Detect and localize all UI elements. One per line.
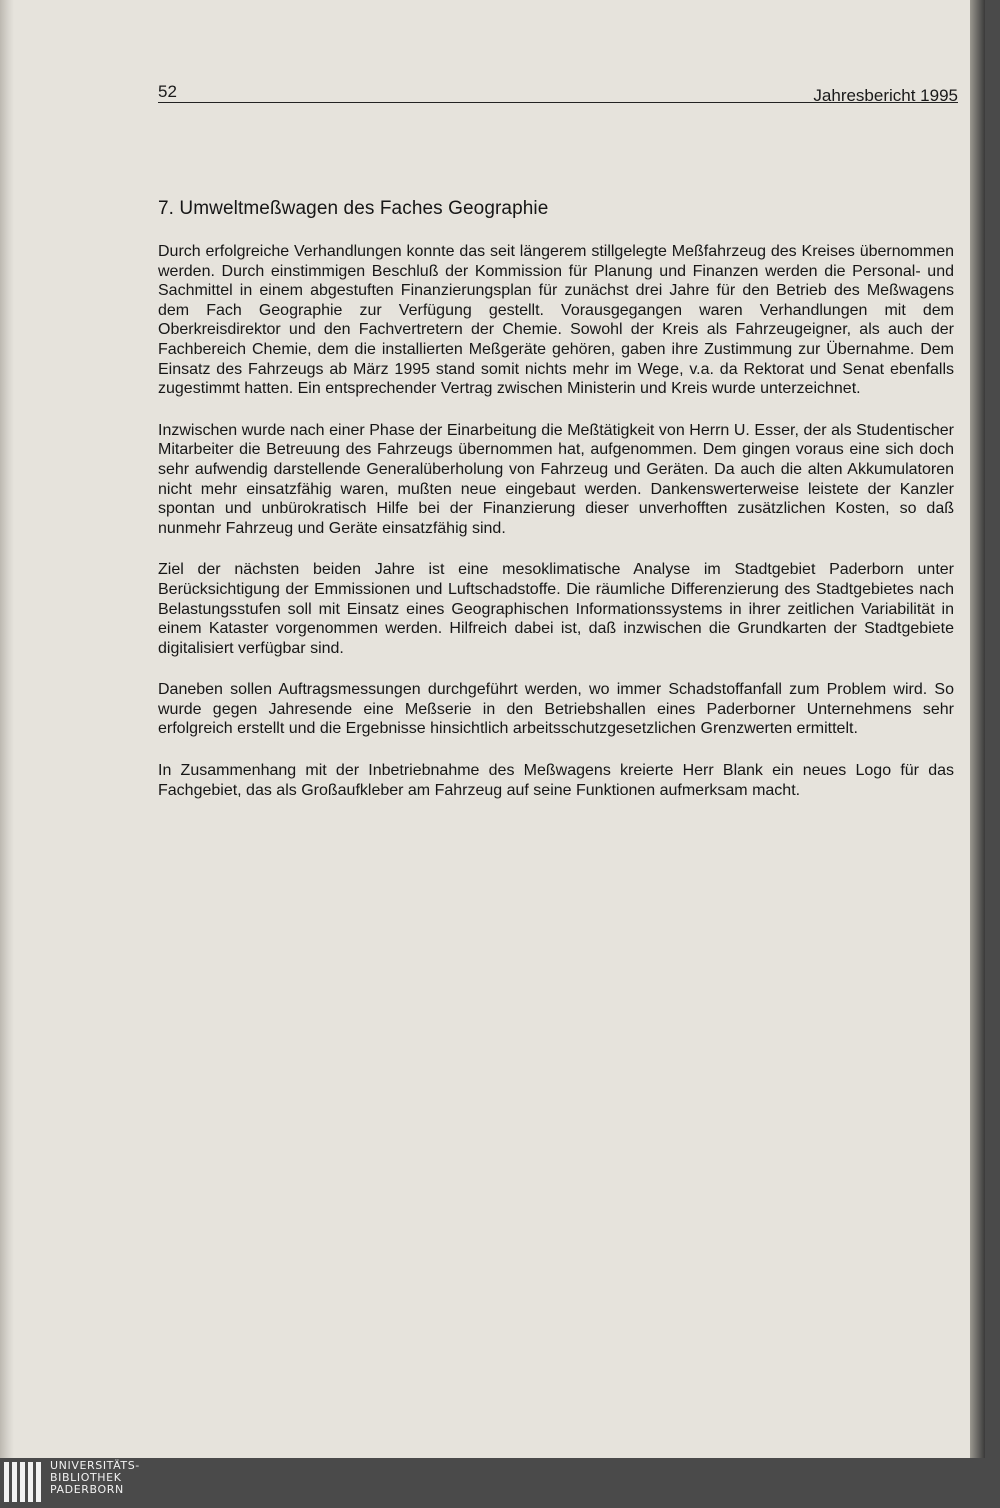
page-number: 52 — [158, 82, 177, 101]
section-heading: 7. Umweltmeßwagen des Faches Geographie — [158, 198, 549, 219]
library-logo-icon — [4, 1462, 44, 1507]
section-content — [158, 198, 954, 822]
paragraph-4: Daneben sollen Auftragsmessungen durchgeführt werden, wo immer Schadstoffanfall zum Problem wird. So wurde gegen Jahresende eine Meßserie in den Betriebshallen eines Paderborner Unternehmens sehr erfolgreich erstellt und die Ergebnisse hinsichtlich arbeitsschutzgesetzlichen Grenzwerten ermittelt. — [158, 681, 954, 738]
library-name-line-1: UNIVERSITÄTS- — [50, 1459, 140, 1472]
paragraph-1: Durch erfolgreiche Verhandlungen konnte das seit längerem stillgelegte Meßfahrzeug des Kreises übernommen werden. Durch einstimmigen Beschluß der Kommission für Planung und Finanzen werden die Personal- und Sachmittel in einem abgestuften Finanzierungsplan für zunächst drei Jahre für den Betrieb des Meßwagens dem Fach Geographie zur Verfügung gestellt. Vorausgegangen waren Verhandlungen mit dem Oberkreisdirektor und den Fachvertretern der Chemie. Sowohl der Kreis als Fahrzeugeigner, als auch der Fachbereich Chemie, dem die installierten Meßgeräte gehören, gaben ihre Zustimmung zur Übernahme. Dem Einsatz des Fahrzeugs ab März 1995 stand somit nichts mehr im Wege, v.a. da Rektorat und Senat ebenfalls zugestimmt hatten. Ein entsprechender Vertrag zwischen Ministerin und Kreis wurde unterzeichnet. — [158, 243, 954, 398]
library-name-line-3: PADERBORN — [50, 1483, 124, 1496]
paragraph-5: In Zusammenhang mit der Inbetriebnahme des Meßwagens kreierte Herr Blank ein neues Logo für das Fachgebiet, das als Großaufkleber am Fahrzeug auf seine Funktionen aufmerksam macht. — [158, 762, 954, 799]
paragraph-3: Ziel der nächsten beiden Jahre ist eine mesoklimatische Analyse im Stadtgebiet Paderborn unter Berücksichtigung der Emmissionen und Luftschadstoffe. Die räumliche Differenzierung des Stadtgebietes nach Belastungsstufen soll mit Einsatz eines Geographischen Informationssystems in ihrer zeitlichen Variabilität in einem Kataster vorgenommen werden. Hilfreich dabei ist, daß inzwischen die Grundkarten der Stadtgebiete digitalisiert verfügbar sind. — [158, 561, 954, 657]
library-footer — [0, 1458, 1000, 1508]
page-edge — [0, 0, 14, 1458]
library-name-line-2: BIBLIOTHEK — [50, 1471, 122, 1484]
running-title: Jahresbericht 1995 — [813, 86, 958, 105]
binding-shadow — [970, 0, 985, 1458]
paragraph-2: Inzwischen wurde nach einer Phase der Einarbeitung die Meßtätigkeit von Herrn U. Esser, der als Studentischer Mitarbeiter die Betreuung des Fahrzeugs übernommen hat, aufgenommen. Dem gingen voraus eine sich doch sehr aufwendig darstellende Generalüberholung von Fahrzeug und Geräten. Da auch die alten Akkumulatoren nicht mehr einsatzfähig waren, mußten neue eingebaut werden. Dankenswerterweise leistete der Kanzler spontan und unbürokratisch Hilfe bei der Finanzierung dieser unverhofften zusätzlichen Kosten, so daß nunmehr Fahrzeug und Geräte einsatzfähig sind. — [158, 421, 954, 537]
library-name — [50, 1460, 140, 1496]
running-header — [158, 82, 958, 103]
